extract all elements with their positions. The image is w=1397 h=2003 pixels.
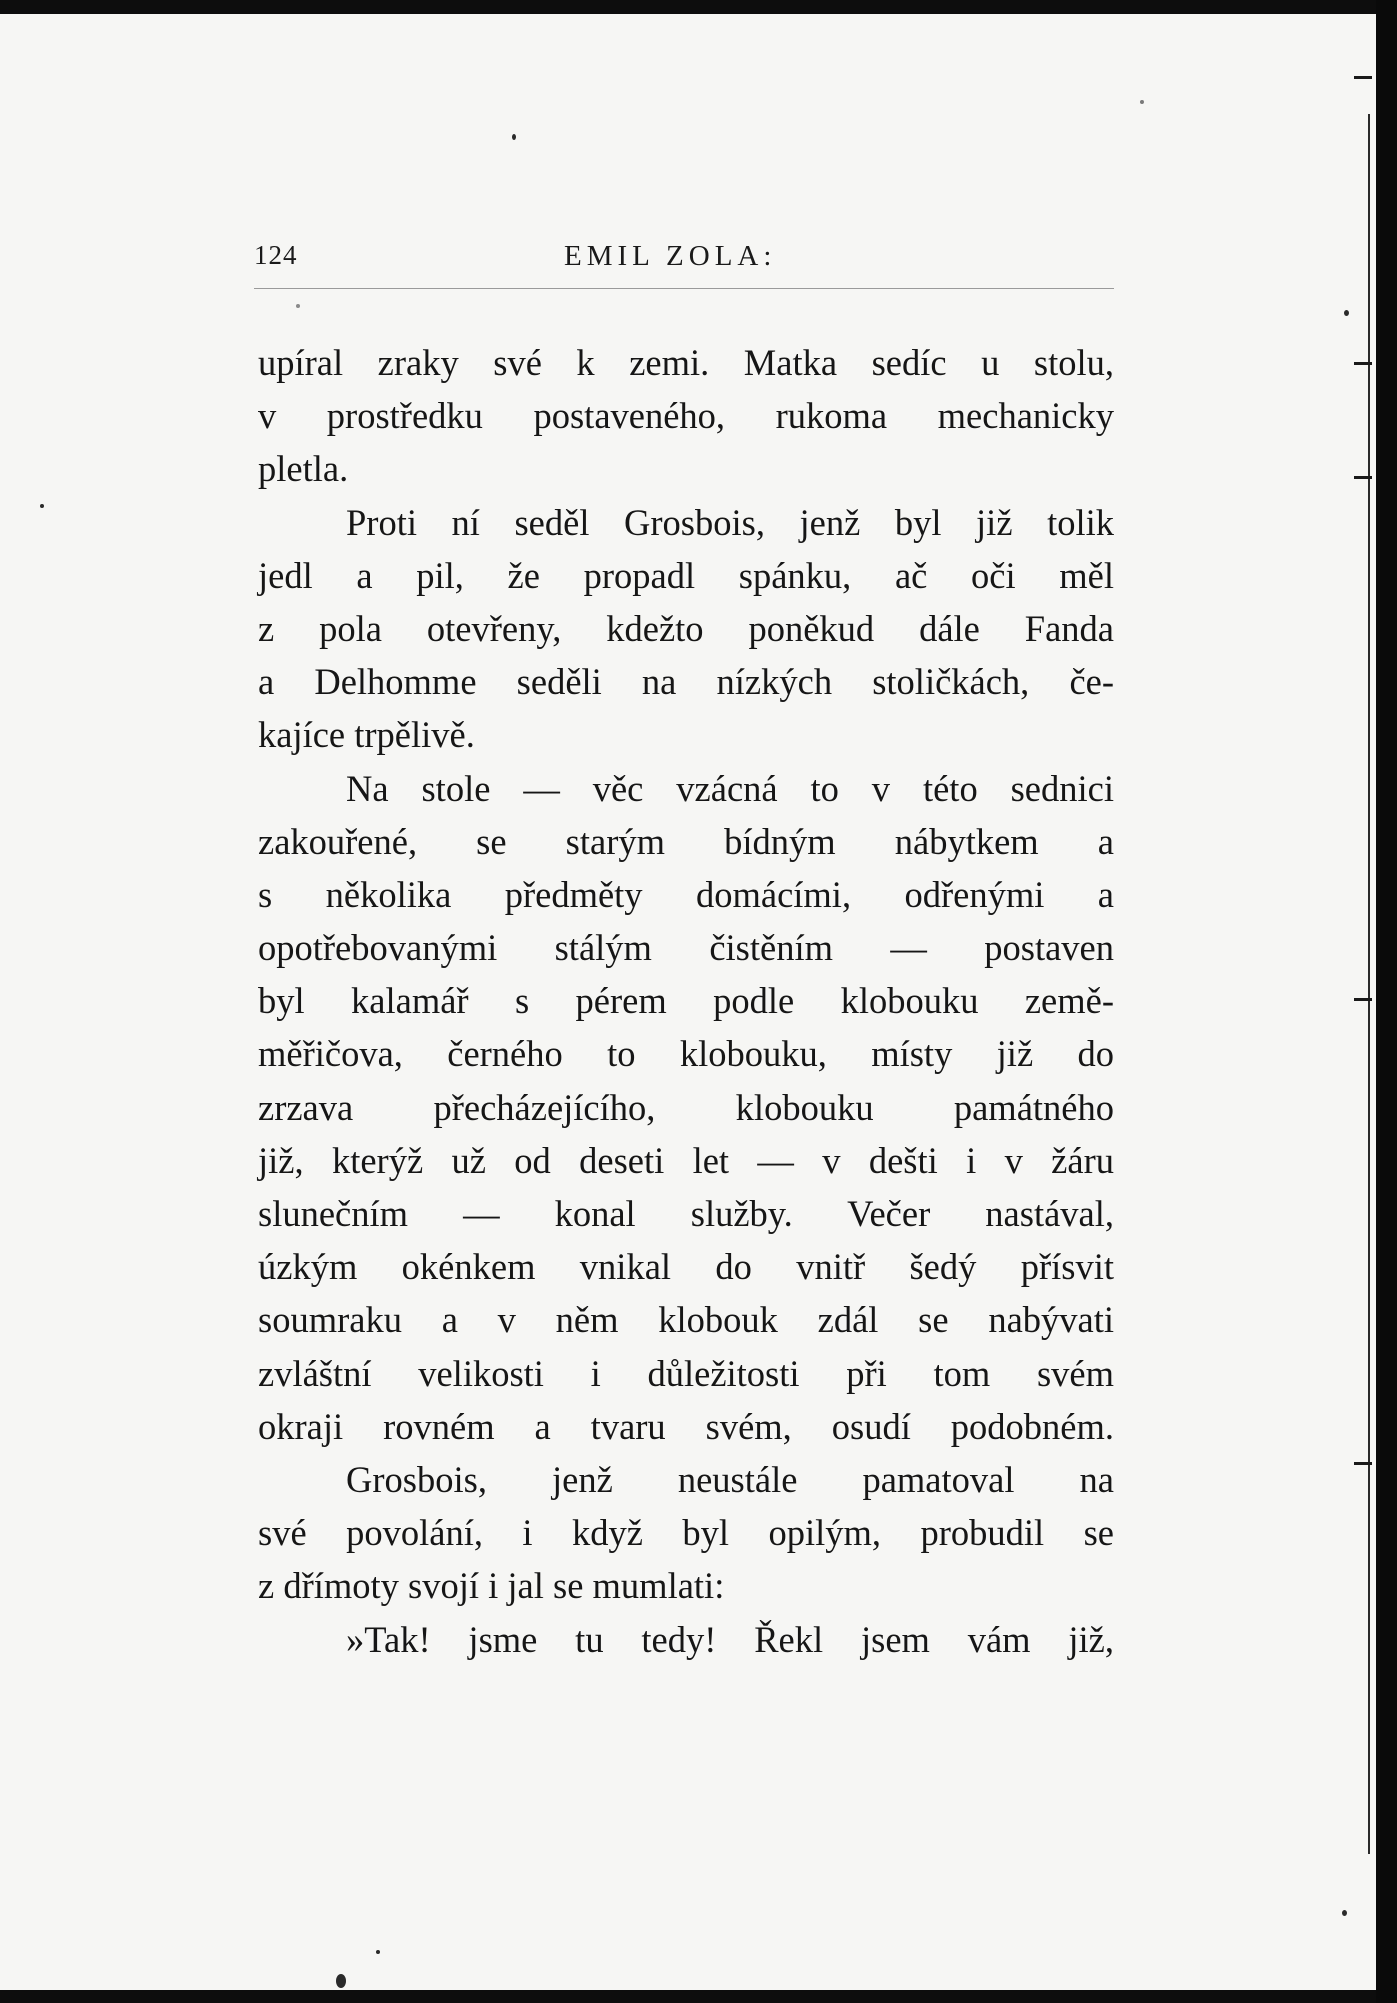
text-line: slunečním — konal služby. Večer nastával,	[258, 1193, 1114, 1234]
scan-speck	[296, 304, 300, 308]
binding-mark	[1354, 1462, 1372, 1465]
text-line: byl kalamář s pérem podle klobouku země-	[258, 980, 1114, 1022]
binding-mark	[1354, 476, 1372, 479]
text-line: Na stole — věc vzácná to v této sednici	[346, 767, 1114, 809]
text-line: pletla.	[258, 448, 349, 490]
scan-speck	[376, 1950, 380, 1954]
scan-speck	[336, 1974, 346, 1988]
binding-line	[1368, 114, 1370, 1854]
scan-speck	[40, 504, 44, 508]
text-line: v prostředku postaveného, rukoma mechanicky	[258, 395, 1114, 437]
text-line: Proti ní seděl Grosbois, jenž byl již tolik	[346, 501, 1114, 543]
text-line: zvláštní velikosti i důležitosti při tom svém	[258, 1352, 1114, 1394]
text-line: měřičova, černého to klobouku, místy již do	[258, 1033, 1114, 1075]
binding-mark	[1354, 76, 1372, 79]
binding-mark	[1354, 998, 1372, 1001]
text-line: úzkým okénkem vnikal do vnitř šedý přísvit	[258, 1246, 1114, 1288]
text-line: jedl a pil, že propadl spánku, ač oči měl	[258, 554, 1114, 596]
text-line: kajíce trpělivě.	[258, 714, 475, 756]
text-line: zrzava přecházejícího, klobouku památného	[258, 1086, 1114, 1128]
text-line: své povolání, i když byl opilým, probudil se	[258, 1512, 1114, 1554]
book-page	[0, 14, 1376, 1990]
text-line: okraji rovném a tvaru svém, osudí podobném.	[258, 1405, 1114, 1447]
text-line: Grosbois, jenž neustále pamatoval na	[346, 1458, 1114, 1500]
header-rule	[254, 288, 1114, 289]
scan-speck	[512, 134, 516, 140]
scan-speck	[1344, 310, 1349, 316]
text-line: upíral zraky své k zemi. Matka sedíc u stolu,	[258, 342, 1114, 383]
page-number: 124	[254, 240, 298, 270]
running-title: EMIL ZOLA:	[564, 240, 777, 272]
binding-mark	[1354, 362, 1372, 365]
text-line: s několika předměty domácími, odřenými a	[258, 873, 1114, 915]
text-line: z dřímoty svojí i jal se mumlati:	[258, 1565, 725, 1607]
scan-speck	[1342, 1910, 1347, 1916]
text-line: již, kterýž už od deseti let — v dešti i v žáru	[258, 1139, 1114, 1181]
text-line: a Delhomme seděli na nízkých stoličkách, če-	[258, 661, 1114, 703]
scan-edge	[1376, 0, 1397, 2003]
body-text	[258, 336, 1114, 1666]
scan-speck	[1140, 100, 1144, 104]
text-line: z pola otevřeny, kdežto poněkud dále Fanda	[258, 607, 1114, 649]
text-line: soumraku a v něm klobouk zdál se nabývati	[258, 1299, 1114, 1341]
text-line: »Tak! jsme tu tedy! Řekl jsem vám již,	[346, 1618, 1114, 1660]
page-header	[254, 224, 1114, 274]
text-line: zakouřené, se starým bídným nábytkem a	[258, 820, 1114, 862]
text-line: opotřebovanými stálým čistěním — postaven	[258, 927, 1114, 969]
